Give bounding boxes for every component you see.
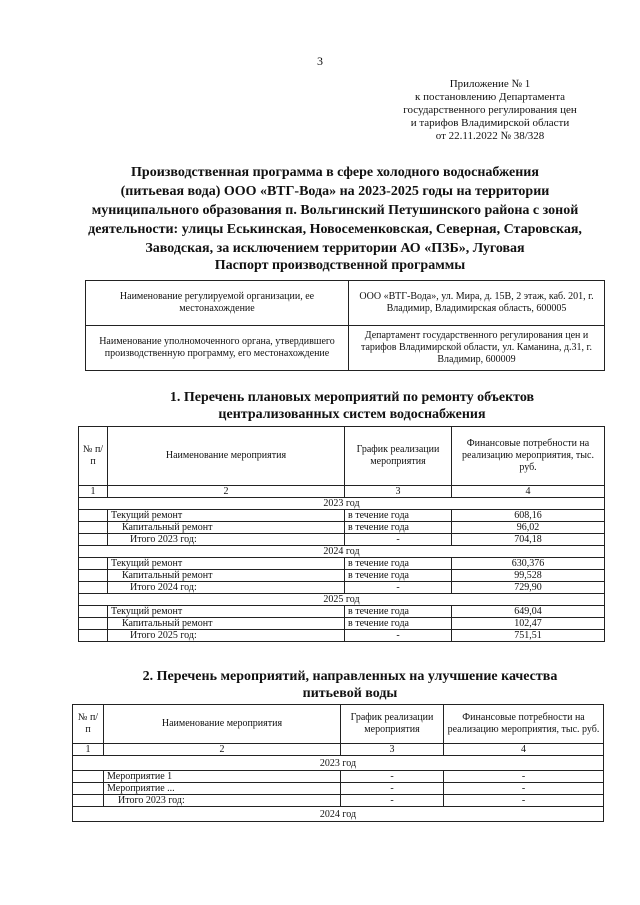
- col-number: 4: [452, 486, 605, 498]
- total-label: Итого 2024 год:: [108, 582, 345, 594]
- year-row: [79, 594, 605, 606]
- passport-value: ООО «ВТГ-Вода», ул. Мира, д. 15В, 2 этаж, каб. 201, г. Владимир, Владимирская область, 600005: [349, 281, 605, 326]
- item-name: Мероприятие ...: [104, 783, 341, 795]
- year-label: 2023 год: [79, 498, 605, 510]
- title-line: (питьевая вода) ООО «ВТГ-Вода» на 2023-2025 годы на территории: [120, 184, 550, 199]
- header-cell: Финансовые потребности на реализацию мероприятия, тыс. руб.: [444, 705, 604, 744]
- table-row: [86, 281, 605, 326]
- section1-title-line: централизованных систем водоснабжения: [218, 407, 486, 422]
- item-name: Капитальный ремонт: [108, 570, 345, 582]
- table-row: [79, 618, 605, 630]
- item-amount: -: [444, 783, 604, 795]
- total-row: [79, 534, 605, 546]
- total-label: Итого 2025 год:: [108, 630, 345, 642]
- item-amount: 99,528: [452, 570, 605, 582]
- passport-table: [85, 280, 605, 371]
- appendix-block: [380, 78, 600, 143]
- header-cell: № п/п: [73, 705, 104, 744]
- total-amount: -: [444, 795, 604, 807]
- title-line: деятельности: улицы Еськинская, Новосеменковская, Северная, Старовская,: [88, 222, 582, 237]
- table-header-row: [73, 705, 604, 744]
- item-schedule: в течение года: [345, 558, 452, 570]
- section2-title: [100, 668, 600, 702]
- item-schedule: -: [341, 771, 444, 783]
- year-row: [73, 807, 604, 822]
- page-number: 3: [317, 54, 323, 68]
- total-schedule: -: [345, 534, 452, 546]
- item-name: Капитальный ремонт: [108, 618, 345, 630]
- table-row: [86, 326, 605, 371]
- title-line: муниципального образования п. Вольгинский Петушинского района с зоной: [91, 203, 579, 218]
- col-number: 2: [108, 486, 345, 498]
- table-row: [73, 771, 604, 783]
- col-number: 2: [104, 744, 341, 756]
- table-row: [79, 570, 605, 582]
- total-schedule: -: [345, 582, 452, 594]
- year-row: [79, 546, 605, 558]
- appendix-line: от 22.11.2022 № 38/328: [435, 130, 545, 142]
- table-row: [79, 558, 605, 570]
- total-amount: 751,51: [452, 630, 605, 642]
- total-row: [79, 630, 605, 642]
- header-cell: Наименование мероприятия: [104, 705, 341, 744]
- header-cell: Финансовые потребности на реализацию мероприятия, тыс. руб.: [452, 427, 605, 486]
- item-schedule: -: [341, 783, 444, 795]
- item-amount: 649,04: [452, 606, 605, 618]
- item-name: Текущий ремонт: [108, 606, 345, 618]
- appendix-line: и тарифов Владимирской области: [410, 117, 570, 129]
- col-number: 1: [79, 486, 108, 498]
- total-schedule: -: [345, 630, 452, 642]
- year-row: [73, 756, 604, 771]
- item-amount: 630,376: [452, 558, 605, 570]
- appendix-line: Приложение № 1: [449, 78, 531, 90]
- section1-title: [132, 389, 572, 423]
- quality-table: [72, 704, 604, 822]
- title-line: Производственная программа в сфере холодного водоснабжения: [131, 165, 539, 180]
- total-row: [79, 582, 605, 594]
- section1-title-line: 1. Перечень плановых мероприятий по ремонту объектов: [169, 390, 535, 405]
- header-cell: График реализации мероприятия: [341, 705, 444, 744]
- item-amount: -: [444, 771, 604, 783]
- total-label: Итого 2023 год:: [104, 795, 341, 807]
- year-label: 2023 год: [73, 756, 604, 771]
- year-label: 2025 год: [79, 594, 605, 606]
- col-number: 3: [345, 486, 452, 498]
- total-row: [73, 795, 604, 807]
- total-amount: 704,18: [452, 534, 605, 546]
- item-amount: 102,47: [452, 618, 605, 630]
- column-number-row: [79, 486, 605, 498]
- item-amount: 608,16: [452, 510, 605, 522]
- year-label: 2024 год: [73, 807, 604, 822]
- col-number: 1: [73, 744, 104, 756]
- table-header-row: [79, 427, 605, 486]
- appendix-line: к постановлению Департамента: [414, 91, 566, 103]
- col-number: 3: [341, 744, 444, 756]
- table-row: [79, 606, 605, 618]
- header-cell: № п/п: [79, 427, 108, 486]
- item-schedule: в течение года: [345, 606, 452, 618]
- item-schedule: в течение года: [345, 618, 452, 630]
- total-schedule: -: [341, 795, 444, 807]
- item-name: Текущий ремонт: [108, 510, 345, 522]
- column-number-row: [73, 744, 604, 756]
- year-label: 2024 год: [79, 546, 605, 558]
- appendix-line: государственного регулирования цен: [403, 104, 577, 116]
- table-row: [79, 510, 605, 522]
- document-title: [75, 163, 595, 258]
- item-name: Мероприятие 1: [104, 771, 341, 783]
- title-line: Заводская, за исключением территории АО «ПЗБ», Луговая: [145, 241, 525, 256]
- item-schedule: в течение года: [345, 522, 452, 534]
- header-cell: График реализации мероприятия: [345, 427, 452, 486]
- section2-title-line: питьевой воды: [302, 686, 398, 701]
- item-amount: 96,02: [452, 522, 605, 534]
- table-row: [79, 522, 605, 534]
- total-label: Итого 2023 год:: [108, 534, 345, 546]
- table-row: [73, 783, 604, 795]
- col-number: 4: [444, 744, 604, 756]
- header-cell: Наименование мероприятия: [108, 427, 345, 486]
- passport-label: Наименование уполномоченного органа, утвердившего производственную программу, его местонахождение: [86, 326, 349, 371]
- passport-title: Паспорт производственной программы: [214, 258, 466, 273]
- item-name: Капитальный ремонт: [108, 522, 345, 534]
- item-name: Текущий ремонт: [108, 558, 345, 570]
- passport-label: Наименование регулируемой организации, ее местонахождение: [86, 281, 349, 326]
- passport-value: Департамент государственного регулирования цен и тарифов Владимирской области, ул. Каманина, д.31, г. Владимир, 600009: [349, 326, 605, 371]
- item-schedule: в течение года: [345, 570, 452, 582]
- year-row: [79, 498, 605, 510]
- repair-table: [78, 426, 605, 642]
- item-schedule: в течение года: [345, 510, 452, 522]
- section2-title-line: 2. Перечень мероприятий, направленных на улучшение качества: [142, 669, 558, 684]
- total-amount: 729,90: [452, 582, 605, 594]
